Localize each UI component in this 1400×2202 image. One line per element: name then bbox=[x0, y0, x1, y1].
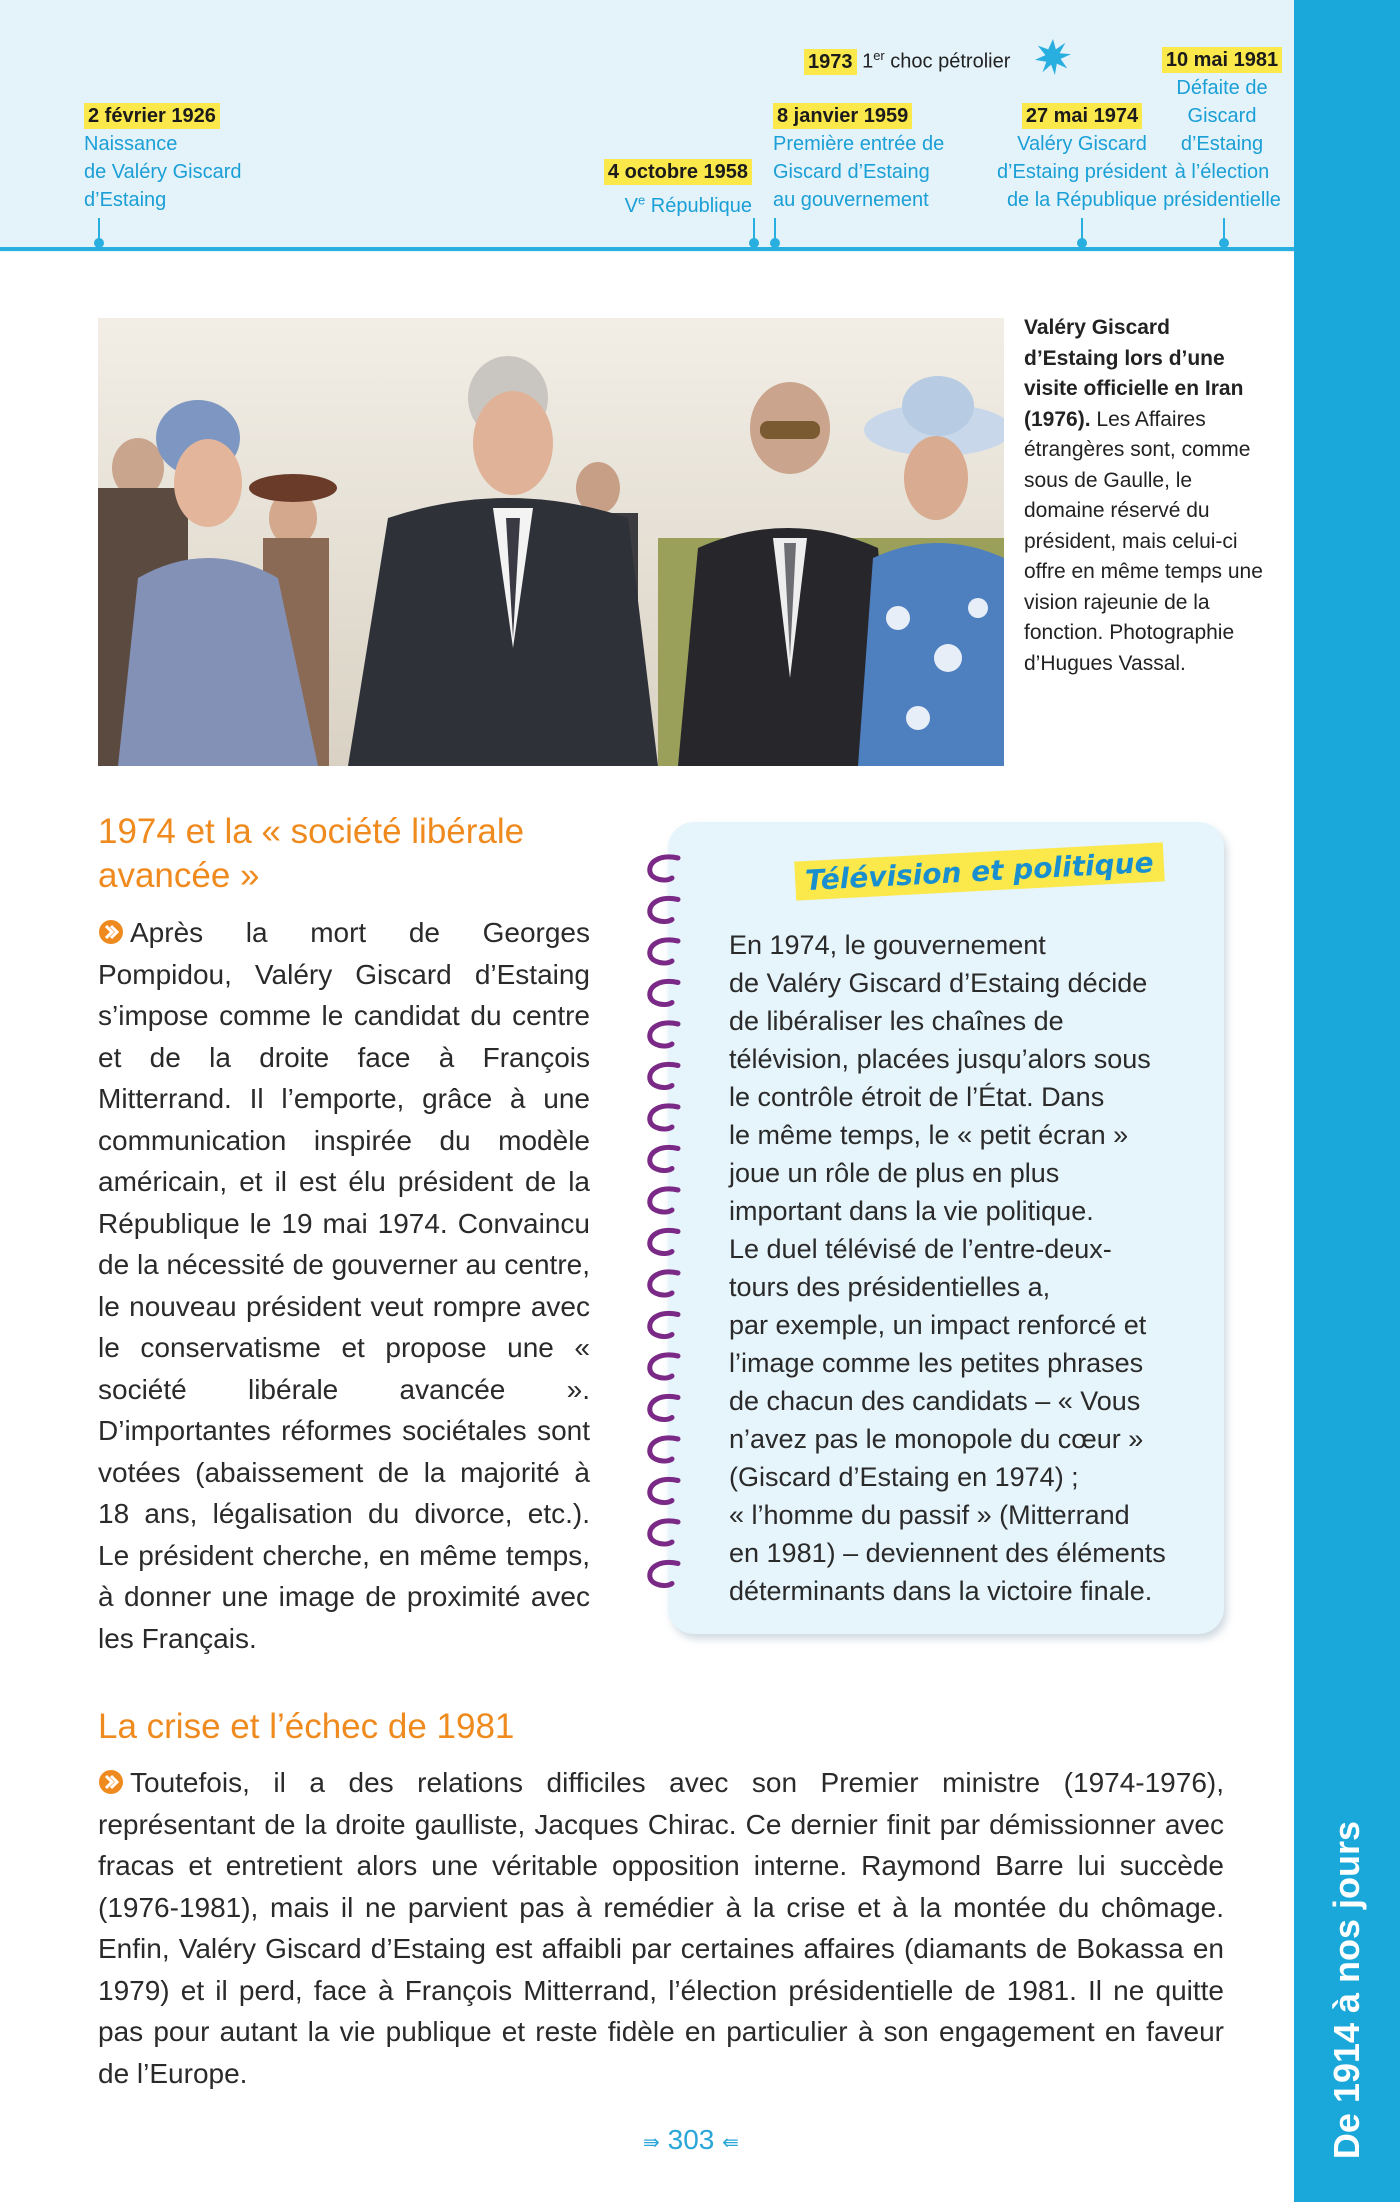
tv-box-line: de chacun des candidats – « Vous bbox=[729, 1386, 1141, 1416]
timeline-label-line: à l’élection bbox=[1174, 161, 1270, 183]
spiral-ring bbox=[650, 1147, 678, 1170]
page-number bbox=[596, 2124, 786, 2156]
spiral-ring bbox=[650, 1064, 678, 1087]
tv-box-line: important dans la vie politique. bbox=[729, 1196, 1094, 1226]
timeline-marker bbox=[1081, 218, 1083, 244]
tv-box-line: télévision, placées jusqu’alors sous bbox=[729, 1044, 1151, 1074]
timeline-label-line: au gouvernement bbox=[773, 189, 929, 211]
caption-title: Valéry Giscard d’Estaing lors d’une visite officielle en Iran (1976). bbox=[1024, 316, 1244, 431]
timeline-label-line: Première entrée de bbox=[773, 133, 945, 155]
tv-box-line: en 1981) – deviennent des éléments bbox=[729, 1538, 1166, 1568]
photo-official-visit bbox=[98, 318, 1004, 766]
spiral-ring bbox=[650, 1355, 678, 1378]
ornament-icon: ⇚ bbox=[722, 2132, 739, 2154]
spiral-ring bbox=[650, 1272, 678, 1295]
tv-box-title: Télévision et politique bbox=[794, 842, 1164, 900]
timeline-marker bbox=[1223, 218, 1225, 244]
spiral-ring bbox=[650, 981, 678, 1004]
tv-box-line: joue un rôle de plus en plus bbox=[729, 1158, 1060, 1188]
photo-caption bbox=[1024, 313, 1269, 679]
timeline-label-line: de la République bbox=[1006, 189, 1158, 211]
section-heading-1974 bbox=[98, 810, 618, 898]
section1-paragraph bbox=[98, 912, 590, 1659]
timeline-label-line: Défaite de bbox=[1176, 77, 1268, 99]
tv-box-line: (Giscard d’Estaing en 1974) ; bbox=[729, 1462, 1079, 1492]
chevron-right-icon bbox=[98, 919, 124, 945]
section2-text: Toutefois, il a des relations difficiles avec son Premier ministre (1974-1976), représentant de la droite gaulliste, Jacques Chirac. Ce dernier finit par démissionner avec fracas et entretient alors une véritable opposition interne. Raymond Barre lui succède (1976-1981), mais il ne parvient pas à remédier à la crise et à la montée du chômage. Enfin, Valéry Giscard d’Estaing est affaibli par certaines affaires (diamants de Bokassa en 1979) et il perd, face à François Mitterrand, l’élection présidentielle de 1981. Il ne quitte pas pour autant la vie publique et reste fidèle en particulier à son engagement en faveur de l’Europe. bbox=[98, 1767, 1224, 2089]
tv-box-line: par exemple, un impact renforcé et bbox=[729, 1310, 1147, 1340]
timeline-event-1926 bbox=[84, 102, 344, 214]
spiral-ring bbox=[650, 1023, 678, 1046]
chapter-label: De 1914 à nos jours bbox=[1326, 1820, 1367, 2160]
tv-box-line: de libéraliser les chaînes de bbox=[729, 1006, 1064, 1036]
notebook-spiral-icon bbox=[640, 852, 700, 1612]
timeline-date: 8 janvier 1959 bbox=[773, 103, 912, 129]
timeline-date: 4 octobre 1958 bbox=[604, 159, 752, 185]
timeline-label-line: d’Estaing président bbox=[996, 161, 1168, 183]
chevron-right-icon bbox=[98, 1769, 124, 1795]
heading-line: avancée » bbox=[98, 856, 260, 895]
timeline-event-1958 bbox=[560, 158, 752, 220]
oil-shock-label bbox=[804, 42, 1010, 76]
timeline-marker bbox=[753, 218, 755, 244]
oil-shock-ordinal: 1 bbox=[862, 50, 874, 73]
page-number-value: 303 bbox=[667, 2124, 715, 2155]
spiral-ring bbox=[650, 940, 678, 963]
timeline-event-1981 bbox=[1152, 46, 1292, 214]
timeline-label-line: Giscard d’Estaing bbox=[773, 161, 930, 183]
heading-line: 1974 et la « société libérale bbox=[98, 812, 525, 851]
tv-box-line: tours des présidentielles a, bbox=[729, 1272, 1051, 1302]
oil-shock-ordinal-sup: er bbox=[873, 48, 885, 63]
timeline-event-1959 bbox=[773, 102, 973, 214]
timeline-label-line: de Valéry Giscard bbox=[84, 161, 242, 183]
spiral-ring bbox=[650, 1313, 678, 1336]
spiral-ring bbox=[650, 1106, 678, 1129]
burst-icon bbox=[1034, 38, 1072, 76]
spiral-ring bbox=[650, 1438, 678, 1461]
tv-box-line: de Valéry Giscard d’Estaing décide bbox=[729, 968, 1148, 998]
spiral-ring bbox=[650, 857, 678, 880]
timeline-date: 27 mai 1974 bbox=[1022, 103, 1142, 129]
tv-box-line: le contrôle étroit de l’État. Dans bbox=[729, 1082, 1105, 1112]
spiral-ring bbox=[650, 1189, 678, 1212]
spiral-ring bbox=[650, 1230, 678, 1253]
oil-shock-text: choc pétrolier bbox=[884, 50, 1011, 73]
tv-box-line: « l’homme du passif » (Mitterrand bbox=[729, 1500, 1130, 1530]
section1-text: Après la mort de Georges Pompidou, Valéry Giscard d’Estaing s’impose comme le candidat du centre et de la droite face à François Mitterrand. Il l’emporte, grâce à une communication inspirée du modèle américain, et il est élu président de la République le 19 mai 1974. Convaincu de la nécessité de gouverner au centre, le nouveau président veut rompre avec le conservatisme et propose une « société libérale avancée ». D’importantes réformes sociétales sont votées (abaissement de la majorité à 18 ans, légalisation du divorce, etc.). Le président cherche, en même temps, à donner une image de proximité avec les Français. bbox=[98, 917, 590, 1654]
tv-box-line: déterminants dans la victoire finale. bbox=[729, 1576, 1153, 1606]
ornament-icon: ⇛ bbox=[643, 2132, 660, 2154]
tv-box-text bbox=[729, 926, 1209, 1610]
tv-box-line: n’avez pas le monopole du cœur » bbox=[729, 1424, 1144, 1454]
section-heading-1981: La crise et l’échec de 1981 bbox=[98, 1707, 515, 1746]
spiral-ring bbox=[650, 1479, 678, 1502]
timeline-axis bbox=[0, 247, 1294, 251]
timeline-marker bbox=[98, 218, 100, 244]
timeline-date: 2 février 1926 bbox=[84, 103, 220, 129]
spiral-ring bbox=[650, 1562, 678, 1585]
timeline-label-line: d’Estaing bbox=[84, 189, 167, 211]
timeline-label-line: Giscard bbox=[1187, 105, 1257, 127]
spiral-ring bbox=[650, 1521, 678, 1544]
caption-text: Les Affaires étrangères sont, comme sous de Gaulle, le domaine réservé du président, mais celui-ci offre en même temps une vision rajeunie de la fonction. Photographie d’Hugues Vassal. bbox=[1024, 407, 1263, 675]
tv-box-line: Le duel télévisé de l’entre-deux- bbox=[729, 1234, 1112, 1264]
timeline-label-line: Valéry Giscard bbox=[1017, 133, 1147, 155]
timeline-label-line: présidentielle bbox=[1163, 189, 1281, 211]
timeline-label-line: Ve République bbox=[624, 192, 752, 217]
spiral-ring bbox=[650, 1396, 678, 1419]
tv-box-line: le même temps, le « petit écran » bbox=[729, 1120, 1129, 1150]
section2-paragraph bbox=[98, 1762, 1224, 2094]
tv-box-line: En 1974, le gouvernement bbox=[729, 930, 1046, 960]
tv-box-line: l’image comme les petites phrases bbox=[729, 1348, 1144, 1378]
timeline-marker bbox=[774, 218, 776, 244]
timeline-date: 10 mai 1981 bbox=[1162, 47, 1282, 73]
timeline-date: 1973 bbox=[804, 49, 857, 75]
timeline-label-line: Naissance bbox=[84, 133, 178, 155]
timeline-label-line: d’Estaing bbox=[1180, 133, 1264, 155]
spiral-ring bbox=[650, 898, 678, 921]
